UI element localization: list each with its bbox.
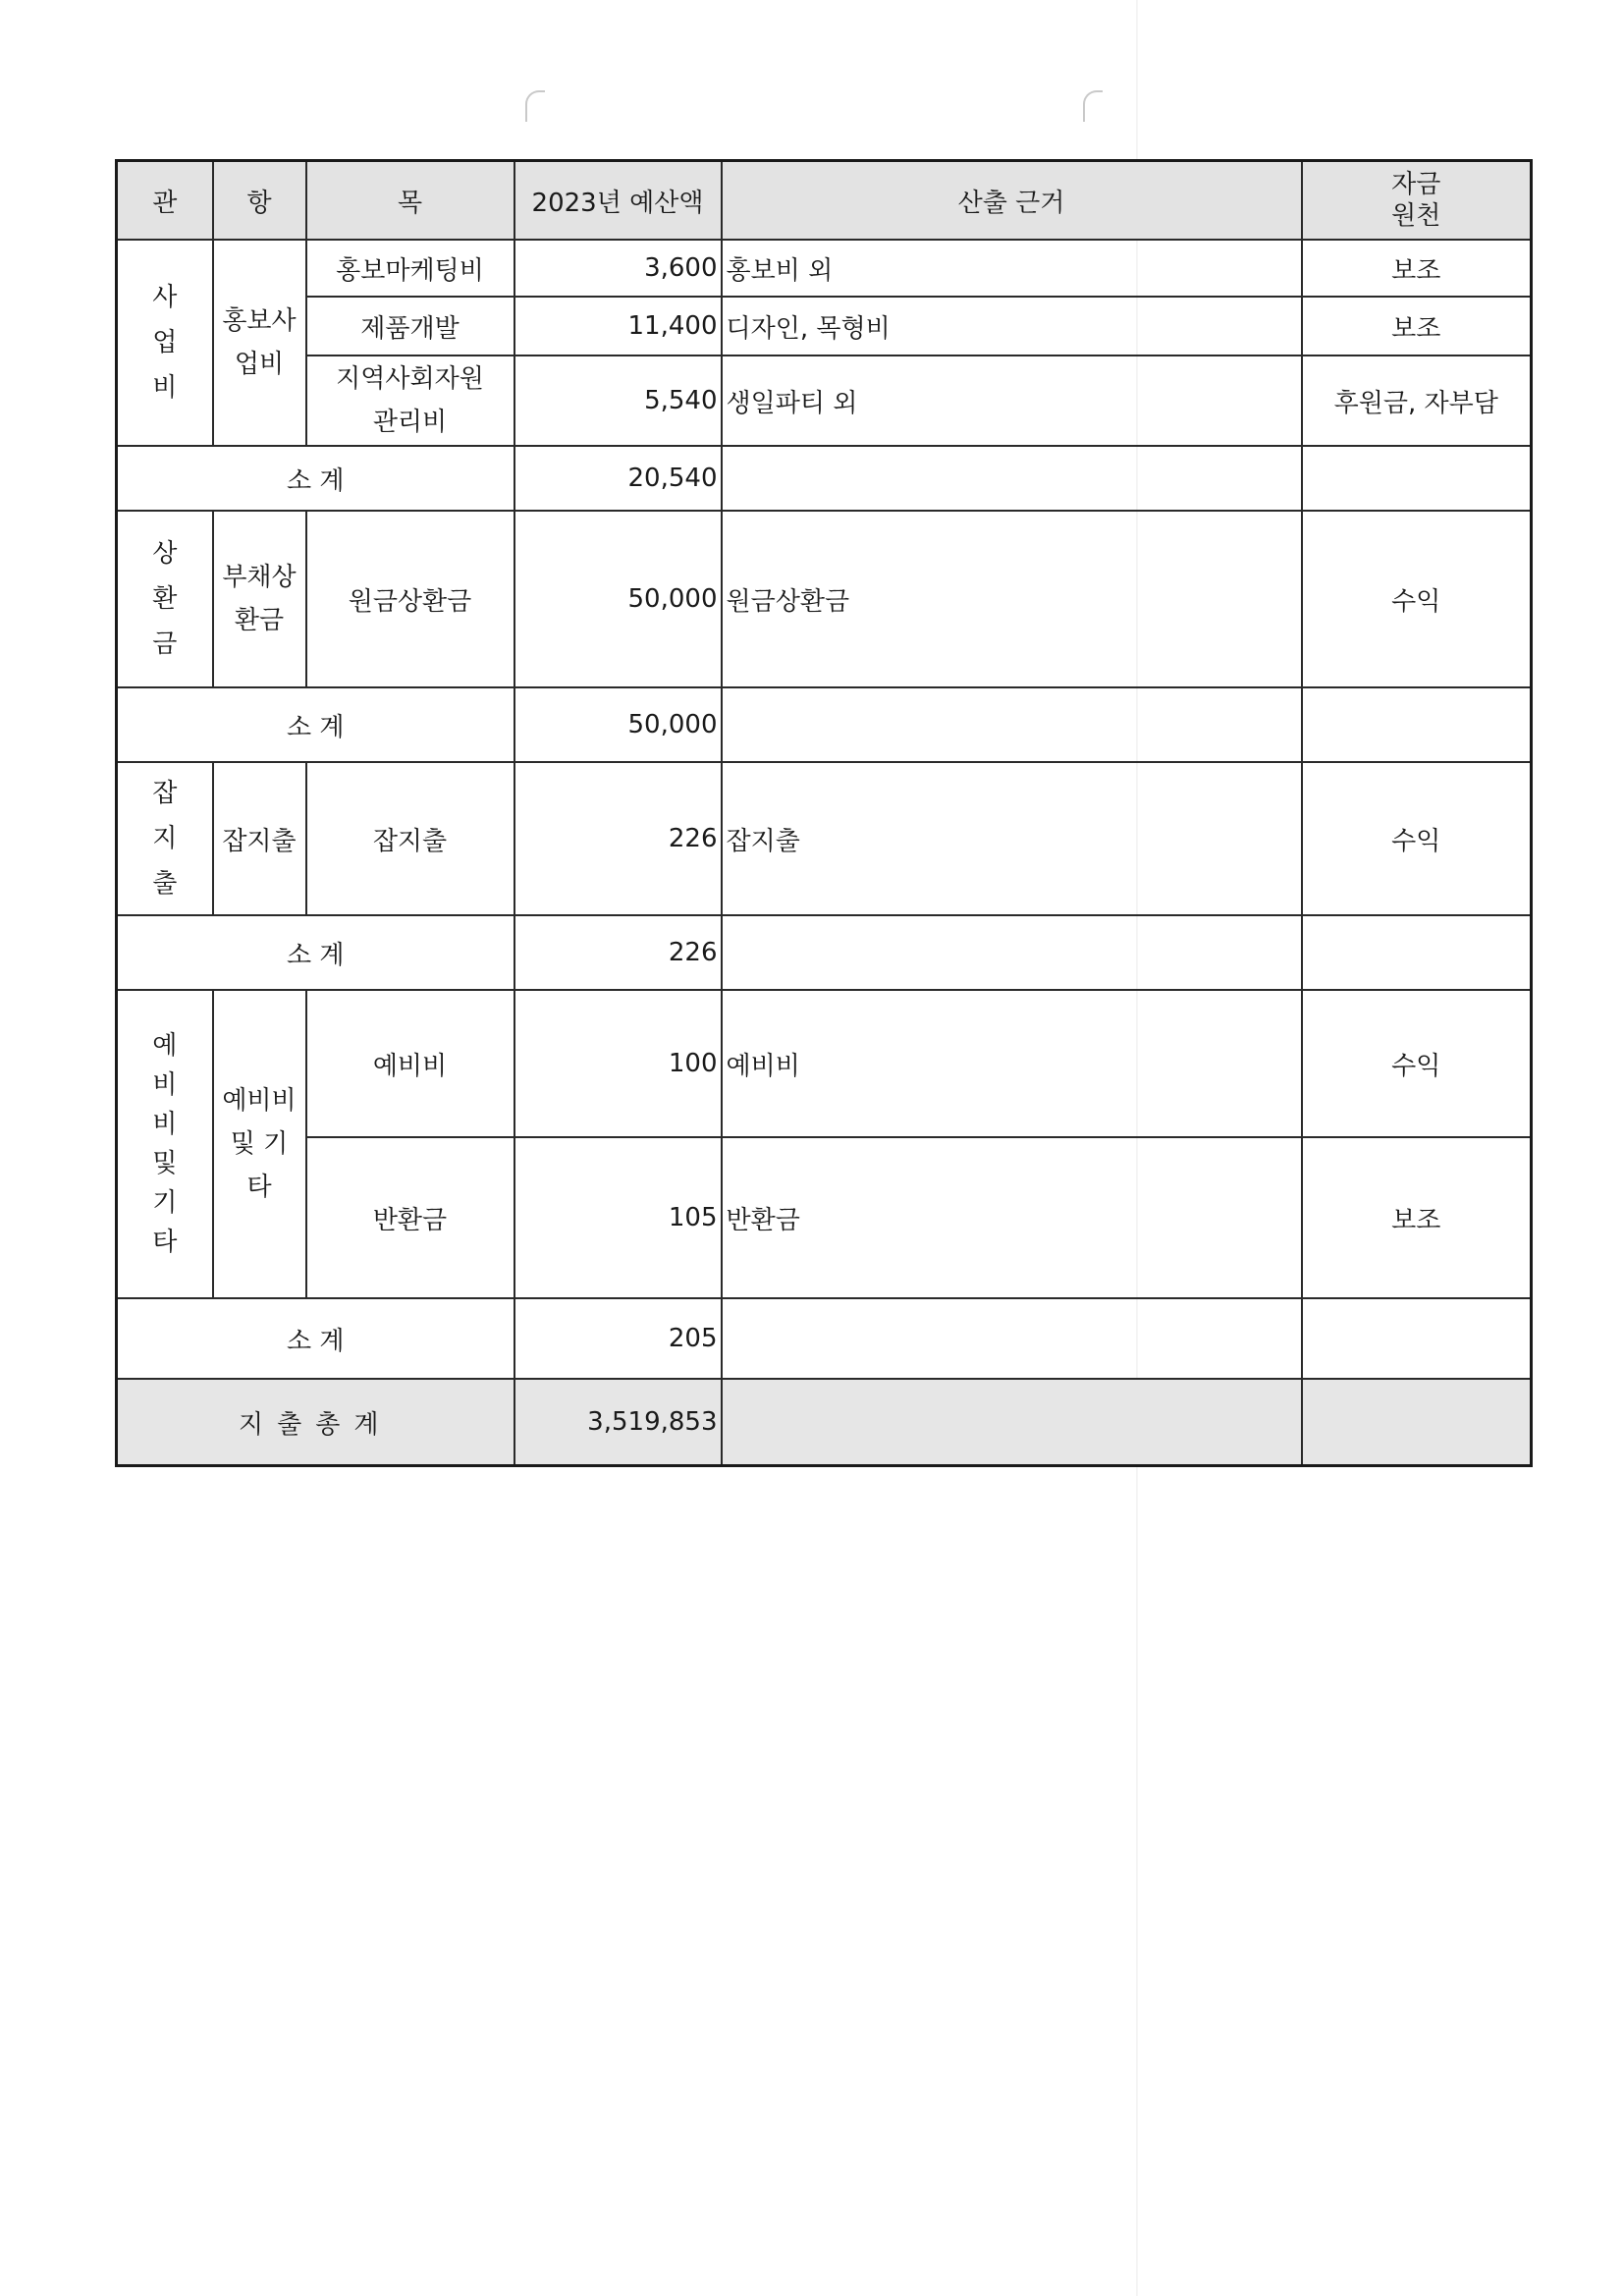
gwan-cell [117,762,213,915]
empty-cell [722,446,1302,511]
source-cell: 후원금, 자부담 [1302,355,1532,446]
empty-cell [1302,446,1532,511]
header-row [117,161,1532,241]
amount-cell: 105 [514,1137,722,1298]
table-row [117,240,1532,297]
subtotal-row [117,1298,1532,1379]
header-gwan: 관 [117,161,213,241]
amount-cell: 50,000 [514,511,722,687]
subtotal-amount: 226 [514,915,722,990]
punch-hole-mark [1083,90,1103,122]
hang-cell [213,990,306,1298]
gwan-text: 사업비 [152,283,178,403]
source-cell: 보조 [1302,1137,1532,1298]
header-hang: 항 [213,161,306,241]
basis-cell: 디자인, 목형비 [722,297,1302,355]
basis-cell: 반환금 [722,1137,1302,1298]
source-cell: 수익 [1302,511,1532,687]
header-source-line1: 자금 [1391,170,1441,199]
empty-cell [722,915,1302,990]
grand-total-amount: 3,519,853 [514,1379,722,1466]
gwan-cell [117,511,213,687]
subtotal-label: 소 계 [117,446,514,511]
mok-cell: 제품개발 [306,297,514,355]
amount-cell: 11,400 [514,297,722,355]
amount-cell: 226 [514,762,722,915]
subtotal-label: 소 계 [117,915,514,990]
mok-cell [306,355,514,446]
mok-text: 지역사회자원관리비 [336,364,484,437]
hang-text: 홍보사업비 [222,306,297,379]
mok-cell: 잡지출 [306,762,514,915]
table-row [117,297,1532,355]
header-mok: 목 [306,161,514,241]
expenditure-budget-table [115,159,1533,1467]
grand-total-label: 지출총계 [117,1379,514,1466]
header-source-line2: 원천 [1391,201,1441,231]
hang-text: 부채상환금 [222,563,297,635]
table-row [117,355,1532,446]
empty-cell [1302,915,1532,990]
source-cell: 보조 [1302,240,1532,297]
subtotal-row [117,687,1532,762]
header-budget: 2023년 예산액 [514,161,722,241]
empty-cell [1302,1298,1532,1379]
basis-cell: 잡지출 [722,762,1302,915]
gwan-text: 예비비 및 기타 [152,1031,178,1257]
empty-cell [722,687,1302,762]
mok-cell: 예비비 [306,990,514,1137]
gwan-cell [117,240,213,446]
source-cell: 보조 [1302,297,1532,355]
table-row [117,1137,1532,1298]
source-cell: 수익 [1302,762,1532,915]
subtotal-amount: 20,540 [514,446,722,511]
empty-cell [722,1379,1302,1466]
subtotal-row [117,915,1532,990]
table-row [117,511,1532,687]
gwan-text: 잡지출 [152,779,178,899]
gwan-cell [117,990,213,1298]
hang-cell [213,240,306,446]
basis-cell: 원금상환금 [722,511,1302,687]
subtotal-amount: 205 [514,1298,722,1379]
amount-cell: 3,600 [514,240,722,297]
empty-cell [1302,687,1532,762]
source-cell: 수익 [1302,990,1532,1137]
mok-cell: 반환금 [306,1137,514,1298]
subtotal-label: 소 계 [117,687,514,762]
punch-hole-mark [525,90,545,122]
header-basis: 산출 근거 [722,161,1302,241]
basis-cell: 홍보비 외 [722,240,1302,297]
amount-cell: 100 [514,990,722,1137]
basis-cell: 생일파티 외 [722,355,1302,446]
table-row [117,990,1532,1137]
basis-cell: 예비비 [722,990,1302,1137]
gwan-text: 상환금 [152,539,178,659]
hang-text: 예비비 및 기타 [222,1086,297,1202]
hang-cell [213,511,306,687]
table-row [117,762,1532,915]
subtotal-label: 소 계 [117,1298,514,1379]
mok-cell: 원금상환금 [306,511,514,687]
subtotal-amount: 50,000 [514,687,722,762]
amount-cell: 5,540 [514,355,722,446]
empty-cell [722,1298,1302,1379]
grand-total-row [117,1379,1532,1466]
mok-cell: 홍보마케팅비 [306,240,514,297]
subtotal-row [117,446,1532,511]
header-source [1302,161,1532,241]
empty-cell [1302,1379,1532,1466]
hang-cell: 잡지출 [213,762,306,915]
